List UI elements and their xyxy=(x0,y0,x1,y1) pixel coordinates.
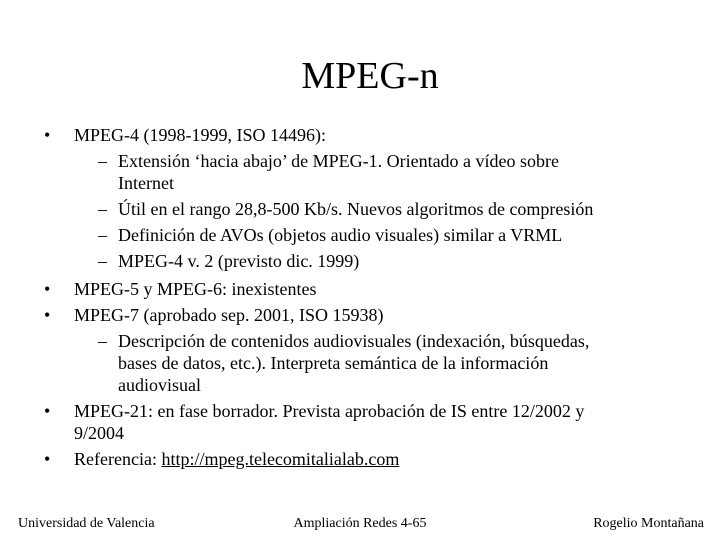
dash-icon: – xyxy=(98,151,107,171)
bullet-text xyxy=(74,448,674,470)
slide-title: MPEG-n xyxy=(301,55,439,97)
sub-text: MPEG-4 v. 2 (previsto dic. 1999) xyxy=(118,251,360,271)
bullet-icon: • xyxy=(44,401,51,421)
bullet-text: 9/2004 xyxy=(74,423,125,443)
sub-text: Internet xyxy=(118,173,174,193)
bullet-text: MPEG-21: en fase borrador. Prevista aprobación de IS entre 12/2002 y xyxy=(74,401,585,421)
reference-link[interactable]: http://mpeg.telecomitalialab.com xyxy=(161,449,400,469)
bullet-icon: • xyxy=(44,279,51,299)
footer-course: Ampliación Redes 4-65 xyxy=(293,516,427,531)
bullet-text: MPEG-7 (aprobado sep. 2001, ISO 15938) xyxy=(74,305,384,325)
dash-icon: – xyxy=(98,251,107,271)
dash-icon: – xyxy=(98,331,107,351)
sub-text: audiovisual xyxy=(118,375,201,395)
dash-icon: – xyxy=(98,225,107,245)
bullet-text: MPEG-5 y MPEG-6: inexistentes xyxy=(74,279,317,299)
sub-text: Útil en el rango 28,8-500 Kb/s. Nuevos algoritmos de compresión xyxy=(118,199,594,219)
bullet-icon: • xyxy=(44,449,51,469)
footer-author: Rogelio Montañana xyxy=(593,516,704,531)
bullet-text: MPEG-4 (1998-1999, ISO 14496): xyxy=(74,125,326,145)
sub-text: Definición de AVOs (objetos audio visuales) similar a VRML xyxy=(118,225,563,245)
footer-university: Universidad de Valencia xyxy=(18,516,155,531)
bullet-icon: • xyxy=(44,305,51,325)
sub-text: bases de datos, etc.). Interpreta semántica de la información xyxy=(118,353,549,373)
reference-label: Referencia: xyxy=(74,449,162,469)
dash-icon: – xyxy=(98,199,107,219)
sub-text: Extensión ‘hacia abajo’ de MPEG-1. Orientado a vídeo sobre xyxy=(118,151,560,171)
bullet-icon: • xyxy=(44,125,51,145)
sub-text: Descripción de contenidos audiovisuales (indexación, búsquedas, xyxy=(118,331,590,351)
